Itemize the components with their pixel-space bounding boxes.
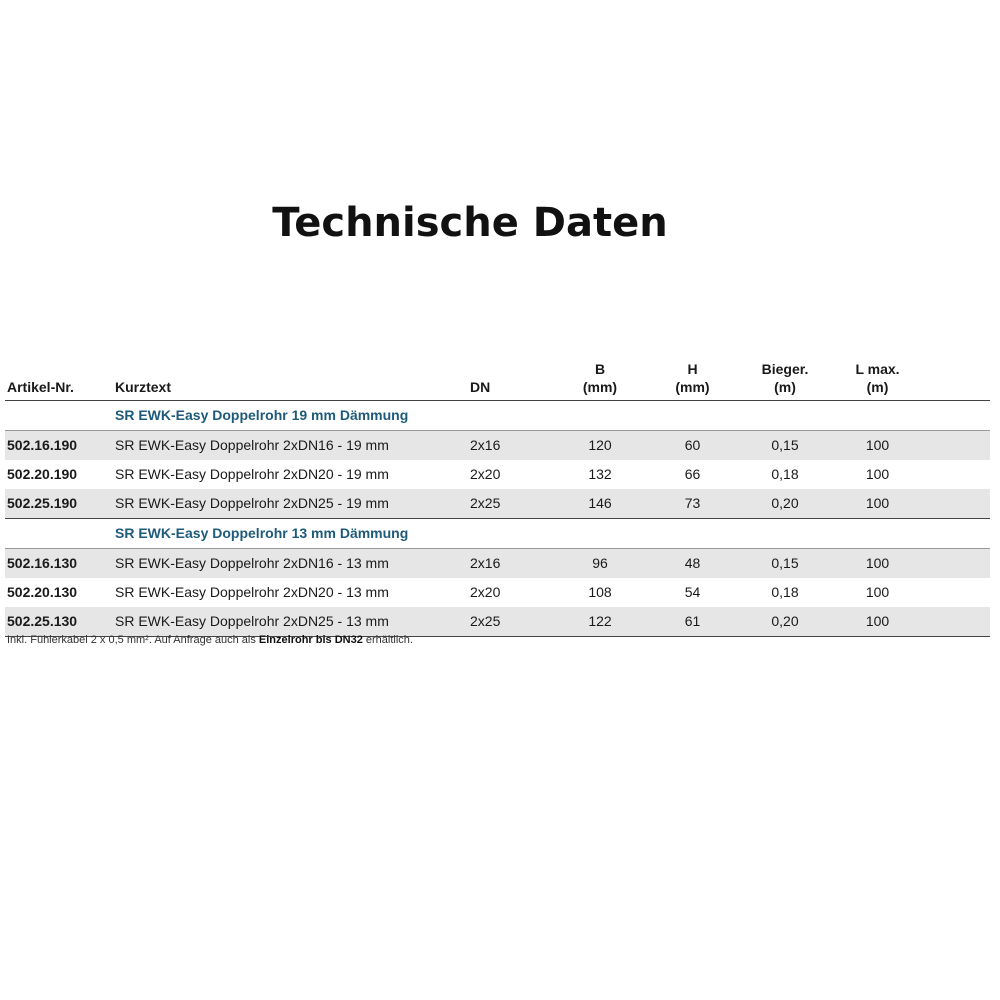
cell-kurztext: SR EWK-Easy Doppelrohr 2xDN25 - 19 mm bbox=[115, 489, 470, 519]
cell-lmax: 100 bbox=[840, 549, 915, 579]
header-b-unit: (mm) bbox=[582, 379, 618, 395]
group-heading: SR EWK-Easy Doppelrohr 19 mm Dämmung bbox=[115, 407, 409, 423]
cell-h: 48 bbox=[655, 549, 730, 579]
cell-artikel: 502.16.190 bbox=[5, 431, 115, 461]
cell-artikel: 502.25.190 bbox=[5, 489, 115, 519]
technical-data-table bbox=[5, 350, 990, 637]
page-title: Technische Daten bbox=[272, 200, 668, 246]
header-b bbox=[545, 350, 655, 401]
header-lmax-name: L max. bbox=[855, 361, 900, 377]
table-row bbox=[5, 578, 990, 607]
table-row bbox=[5, 607, 990, 637]
header-bieger-name: Bieger. bbox=[761, 361, 809, 377]
cell-b: 120 bbox=[545, 431, 655, 461]
cell-b: 108 bbox=[588, 584, 612, 600]
header-artikel: Artikel-Nr. bbox=[7, 379, 74, 395]
header-h-name: H bbox=[687, 361, 698, 377]
group-heading: SR EWK-Easy Doppelrohr 13 mm Dämmung bbox=[115, 525, 409, 541]
cell-lmax: 100 bbox=[865, 466, 890, 482]
cell-bieger: 0,15 bbox=[730, 549, 840, 579]
header-h-unit: (mm) bbox=[675, 379, 710, 395]
cell-kurztext: SR EWK-Easy Doppelrohr 2xDN20 - 19 mm bbox=[115, 466, 389, 482]
header-spacer bbox=[915, 350, 990, 401]
header-dn: DN bbox=[470, 379, 491, 395]
footnote bbox=[7, 634, 987, 646]
cell-h: 66 bbox=[684, 466, 701, 482]
cell-b: 146 bbox=[545, 489, 655, 519]
cell-bieger: 0,20 bbox=[730, 607, 840, 637]
cell-h: 61 bbox=[655, 607, 730, 637]
header-bieger-unit: (m) bbox=[774, 379, 796, 395]
table-header-row bbox=[5, 350, 990, 401]
cell-dn: 2x16 bbox=[470, 549, 545, 579]
header-kurztext: Kurztext bbox=[115, 379, 172, 395]
cell-bieger: 0,18 bbox=[771, 584, 799, 600]
cell-artikel: 502.16.130 bbox=[5, 549, 115, 579]
cell-artikel: 502.25.130 bbox=[5, 607, 115, 637]
cell-artikel: 502.20.190 bbox=[7, 466, 78, 482]
cell-dn: 2x20 bbox=[470, 466, 501, 482]
cell-dn: 2x16 bbox=[470, 431, 545, 461]
cell-b: 132 bbox=[588, 466, 612, 482]
cell-dn: 2x25 bbox=[470, 607, 545, 637]
table-row bbox=[5, 431, 990, 461]
header-lmax bbox=[840, 350, 915, 401]
cell-artikel: 502.20.130 bbox=[7, 584, 78, 600]
cell-spacer bbox=[915, 460, 990, 489]
cell-kurztext: SR EWK-Easy Doppelrohr 2xDN25 - 13 mm bbox=[115, 607, 470, 637]
cell-lmax: 100 bbox=[840, 489, 915, 519]
footnote-suffix: erhältlich. bbox=[362, 634, 413, 646]
footnote-prefix: Inkl. Fühlerkabel 2 x 0,5 mm². Auf Anfrage auch als bbox=[7, 634, 259, 646]
cell-h: 54 bbox=[684, 584, 701, 600]
cell-h: 60 bbox=[655, 431, 730, 461]
table-row bbox=[5, 489, 990, 519]
cell-lmax: 100 bbox=[840, 431, 915, 461]
cell-lmax: 100 bbox=[865, 584, 890, 600]
footnote-bold: Einzelrohr bis DN32 bbox=[258, 634, 363, 646]
cell-spacer bbox=[915, 578, 990, 607]
header-bieger bbox=[730, 350, 840, 401]
cell-kurztext: SR EWK-Easy Doppelrohr 2xDN16 - 13 mm bbox=[115, 549, 470, 579]
cell-bieger: 0,15 bbox=[730, 431, 840, 461]
header-b-name: B bbox=[594, 361, 606, 377]
cell-kurztext: SR EWK-Easy Doppelrohr 2xDN16 - 19 mm bbox=[115, 431, 470, 461]
cell-h: 73 bbox=[655, 489, 730, 519]
cell-dn: 2x20 bbox=[470, 584, 501, 600]
table-row bbox=[5, 460, 990, 489]
group-heading-row bbox=[5, 519, 990, 549]
cell-dn: 2x25 bbox=[470, 489, 545, 519]
group-heading-row bbox=[5, 401, 990, 431]
group-heading-spacer bbox=[5, 519, 115, 549]
table-row bbox=[5, 549, 990, 579]
cell-spacer bbox=[915, 431, 990, 461]
cell-spacer bbox=[915, 607, 990, 637]
cell-b: 122 bbox=[545, 607, 655, 637]
header-h bbox=[655, 350, 730, 401]
cell-b: 96 bbox=[545, 549, 655, 579]
cell-spacer bbox=[915, 489, 990, 519]
cell-kurztext: SR EWK-Easy Doppelrohr 2xDN20 - 13 mm bbox=[115, 584, 389, 600]
cell-lmax: 100 bbox=[840, 607, 915, 637]
cell-bieger: 0,18 bbox=[771, 466, 799, 482]
cell-bieger: 0,20 bbox=[730, 489, 840, 519]
group-heading-spacer bbox=[5, 401, 115, 431]
cell-spacer bbox=[915, 549, 990, 579]
header-lmax-unit: (m) bbox=[866, 379, 889, 395]
